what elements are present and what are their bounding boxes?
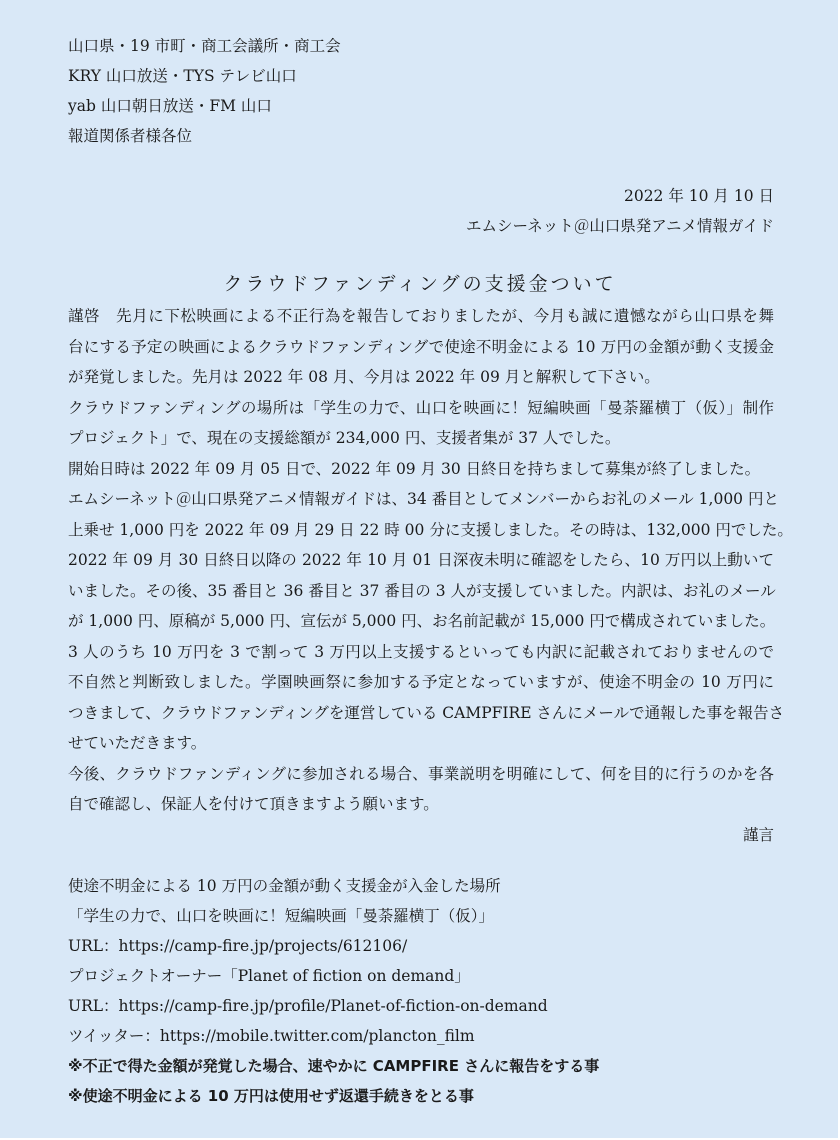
footer-block [68,872,599,1112]
footer-url-line: URL：https://camp-fire.jp/profile/Planet-of-fiction-on-demand [68,997,548,1015]
recipient-line: 報道関係者様各位 [68,127,193,145]
document-title: クラウドファンディングの支援金ついて [223,273,617,295]
body-line: 開始日時は 2022 年 09 月 05 日で、2022 年 09 月 30 日終日を持ちまして募集が終了しました。 [68,459,761,478]
footer-line: プロジェクトオーナー「Planet of fiction on demand」 [68,967,470,985]
body-line: 台にする予定の映画によるクラウドファンディングで使途不明金による 10 万円の金額が動く支援金 [68,337,774,356]
footer-line: 「学生の力で、山口を映画に！短編映画「曼荼羅横丁（仮）」 [68,907,494,925]
body-line: 3 人のうち 10 万円を 3 で割って 3 万円以上支援するといっても内訳に記載されておりませんので [68,642,774,661]
sender-name: エムシーネット＠山口県発アニメ情報ガイド [466,217,774,235]
body-line: 謹啓 先月に下松映画による不正行為を報告しておりましたが、今月も誠に遺憾ながら山口県を舞 [68,307,774,325]
footer-line: 使途不明金による 10 万円の金額が動く支援金が入金した場所 [68,877,501,895]
body-line: 上乗せ 1,000 円を 2022 年 09 月 29 日 22 時 00 分に支援しました。その時は、132,000 円でした。 [68,520,793,539]
body-line: いました。その後、35 番目と 36 番目と 37 番目の 3 人が支援していました。内訳は、お礼のメール [68,581,776,600]
body-line: 不自然と判断致しました。学園映画祭に参加する予定となっていますが、使途不明金の 10 万円に [68,673,774,691]
body-line: エムシーネット＠山口県発アニメ情報ガイドは、34 番目としてメンバーからお礼のメール 1,000 円と [68,490,779,508]
document-date: 2022 年 10 月 10 日 [623,187,774,205]
body-line: が発覚しました。先月は 2022 年 08 月、今月は 2022 年 09 月と解釈して下さい。 [68,368,660,386]
body-line: 2022 年 09 月 30 日終日以降の 2022 年 10 月 01 日深夜未明に確認をしたら、10 万円以上動いて [68,551,774,569]
bold-note: ※不正で得た金額が発覚した場合、速やかに CAMPFIRE さんに報告をする事 [68,1057,600,1075]
body-line: 今後、クラウドファンディングに参加される場合、事業説明を明確にして、何を目的に行うのかを各 [68,764,774,783]
closing-remark: 謹言 [742,825,774,844]
body-line: が 1,000 円、原稿が 5,000 円、宣伝が 5,000 円、お名前記載が 15,000 円で構成されていました。 [68,612,776,630]
body-line: 自で確認し、保証人を付けて頂きますよう願います。 [68,795,439,813]
footer-url-line: ツイッター：https://mobile.twitter.com/plancton_film [68,1027,475,1045]
letter-body [68,302,793,851]
bold-note: ※使途不明金による 10 万円は使用せず返還手続きをとる事 [68,1087,474,1105]
body-line: つきまして、クラウドファンディングを運営している CAMPFIRE さんにメールで通報した事を報告さ [68,703,785,722]
recipient-line: KRY 山口放送・TYS テレビ山口 [68,67,297,85]
footer-url-line: URL：https://camp-fire.jp/projects/612106/ [68,937,408,955]
body-line: クラウドファンディングの場所は「学生の力で、山口を映画に！短編映画「曼荼羅横丁（仮）」制作 [68,398,774,417]
date-sender-block [466,184,774,244]
recipient-block [68,34,341,154]
recipient-line: 山口県・19 市町・商工会議所・商工会 [68,37,341,55]
body-line: せていただきます。 [68,734,207,752]
recipient-line: yab 山口朝日放送・FM 山口 [68,97,272,115]
body-line: プロジェクト」で、現在の支援総額が 234,000 円、支援者集が 37 人でした。 [68,429,621,447]
